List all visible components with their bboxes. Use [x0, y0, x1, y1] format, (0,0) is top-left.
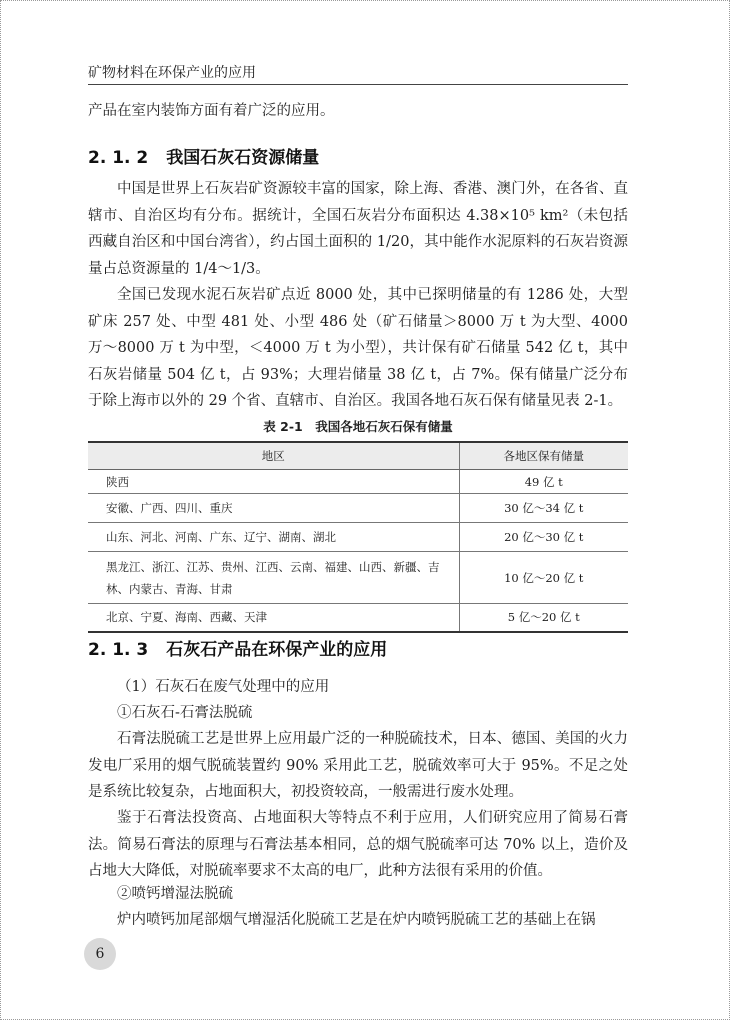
- subsection-heading: （1）石灰石在废气处理中的应用: [117, 679, 330, 695]
- table-row: [88, 604, 628, 632]
- paragraph-calcium-spraying: 炉内喷钙加尾部烟气增湿活化脱硫工艺是在炉内喷钙脱硫工艺的基础上在锅: [117, 912, 596, 928]
- column-header-region: 地区: [88, 442, 459, 470]
- page-number: 6: [84, 938, 116, 970]
- table-row: [88, 552, 628, 604]
- region-cell: 山东、河北、河南、广东、辽宁、湖南、湖北: [88, 523, 459, 552]
- region-cell: 北京、宁夏、海南、西藏、天津: [88, 604, 459, 632]
- region-cell: 黑龙江、浙江、江苏、贵州、江西、云南、福建、山西、新疆、吉林、内蒙古、青海、甘肃: [88, 552, 459, 604]
- table-row: [88, 494, 628, 523]
- table-row: [88, 523, 628, 552]
- intro-line: 产品在室内装饰方面有着广泛的应用。: [88, 103, 335, 119]
- running-header: 矿物材料在环保产业的应用: [88, 65, 256, 81]
- amount-cell: 5 亿～20 亿 t: [459, 604, 628, 632]
- item-heading-calcium-spraying: ②喷钙增湿法脱硫: [117, 886, 233, 902]
- region-cell: 安徽、广西、四川、重庆: [88, 494, 459, 523]
- paragraph-gypsum-process: 石膏法脱硫工艺是世界上应用最广泛的一种脱硫技术，日本、德国、美国的火力发电厂采用的烟气脱硫装置约 90% 采用此工艺，脱硫效率可大于 95%。不足之处是系统比较复杂，占地面积大，初投资较高，一般需进行废水处理。: [88, 731, 628, 800]
- paragraph-resource-distribution: 中国是世界上石灰岩矿资源较丰富的国家，除上海、香港、澳门外，在各省、直辖市、自治区均有分布。据统计，全国石灰岩分布面积达 4.38×10⁵ km²（未包括西藏自治区和中国台湾省），约占国土面积的 1/20，其中能作水泥原料的石灰岩资源量占总资源量的 1/4～1/3。: [88, 181, 628, 277]
- paragraph-reserve-statistics: 全国已发现水泥石灰岩矿点近 8000 处，其中已探明储量的有 1286 处，大型矿床 257 处、中型 481 处、小型 486 处（矿石储量＞8000 万 t 为大型、4000 万～8000 万 t 为中型，＜4000 万 t 为小型），共计保有矿石储量 542 亿 t，其中石灰岩储量 504 亿 t，占 93%；大理岩储量 38 亿 t，占 7%。保有储量广泛分布于除上海市以外的 29 个省、直辖市、自治区。我国各地石灰石保有储量见表 2-1。: [88, 287, 628, 409]
- column-header-reserves: 各地区保有储量: [459, 442, 628, 470]
- amount-cell: 30 亿～34 亿 t: [459, 494, 628, 523]
- table-caption: 表 2-1 我国各地石灰石保有储量: [263, 419, 453, 434]
- table-row: [88, 470, 628, 494]
- section-heading-2-1-2: [88, 143, 319, 168]
- region-cell: 陕西: [88, 470, 459, 494]
- section-number: 2. 1. 2: [88, 148, 149, 168]
- paragraph-simplified-gypsum: 鉴于石膏法投资高、占地面积大等特点不利于应用，人们研究应用了简易石膏法。简易石膏法的原理与石膏法基本相同，总的烟气脱硫率可达 70% 以上，造价及占地大大降低，对脱硫率要求不太高的电厂，此种方法很有采用的价值。: [88, 810, 628, 879]
- item-heading-limestone-gypsum: ①石灰石-石膏法脱硫: [117, 705, 253, 721]
- section-number: 2. 1. 3: [88, 640, 149, 660]
- amount-cell: 10 亿～20 亿 t: [459, 552, 628, 604]
- header-rule: [88, 84, 628, 85]
- section-title: 我国石灰石资源储量: [166, 148, 320, 168]
- amount-cell: 20 亿～30 亿 t: [459, 523, 628, 552]
- reserves-table: [88, 441, 628, 633]
- amount-cell: 49 亿 t: [459, 470, 628, 494]
- table-header-row: [88, 442, 628, 470]
- section-heading-2-1-3: [88, 635, 387, 660]
- section-title: 石灰石产品在环保产业的应用: [166, 640, 388, 660]
